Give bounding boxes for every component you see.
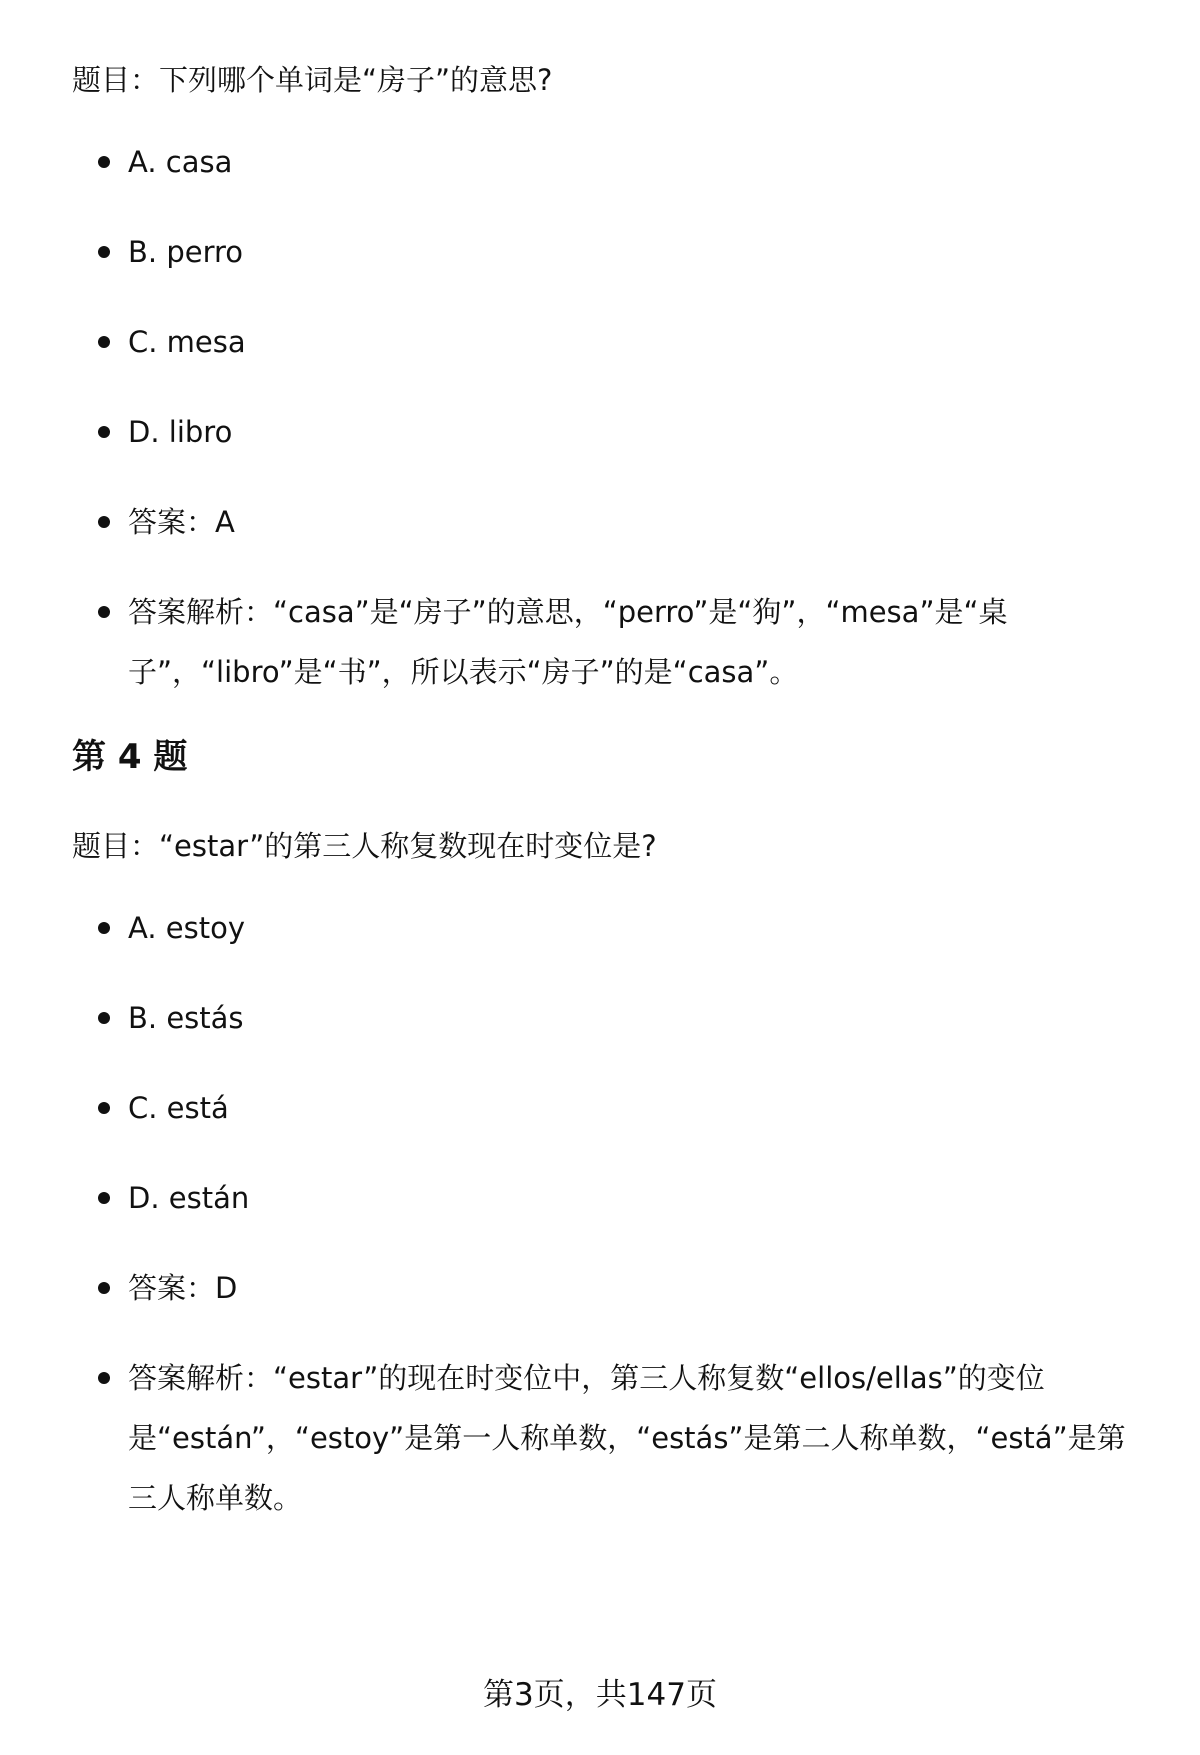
option-item: D. libro: [72, 402, 1152, 462]
question-4-options: [72, 898, 1152, 1528]
option-item: A. casa: [72, 132, 1152, 192]
bullet-icon: [98, 246, 110, 258]
bullet-icon: [98, 606, 110, 618]
bullet-icon: [98, 1192, 110, 1204]
question-4-heading: 第 4 题: [72, 737, 188, 777]
option-item: C. mesa: [72, 312, 1152, 372]
bullet-icon: [98, 516, 110, 528]
question-3-options: [72, 132, 1152, 702]
bullet-icon: [98, 336, 110, 348]
question-3-block: [72, 58, 1152, 702]
bullet-icon: [98, 1012, 110, 1024]
explanation-item: 答案解析：“casa”是“房子”的意思，“perro”是“狗”，“mesa”是“桌子”，“libro”是“书”，所以表示“房子”的是“casa”。: [72, 582, 1152, 702]
bullet-icon: [98, 1282, 110, 1294]
option-item: B. perro: [72, 222, 1152, 282]
bullet-icon: [98, 426, 110, 438]
bullet-icon: [98, 1372, 110, 1384]
question-4-block: [72, 732, 1152, 1528]
explanation-item: 答案解析：“estar”的现在时变位中，第三人称复数“ellos/ellas”的变位是“están”，“estoy”是第一人称单数，“estás”是第二人称单数，“está”是第三人称单数。: [72, 1348, 1152, 1528]
bullet-icon: [98, 922, 110, 934]
page-indicator: 第3页，共147页: [483, 1677, 717, 1713]
bullet-icon: [98, 1102, 110, 1114]
question-3-text: 题目：下列哪个单词是“房子”的意思?: [72, 63, 553, 97]
question-4-text: 题目：“estar”的第三人称复数现在时变位是?: [72, 829, 657, 863]
option-item: C. está: [72, 1078, 1152, 1138]
answer-item: 答案：D: [72, 1258, 1152, 1318]
document-page: [72, 58, 1152, 1558]
option-item: D. están: [72, 1168, 1152, 1228]
option-item: B. estás: [72, 988, 1152, 1048]
option-item: A. estoy: [72, 898, 1152, 958]
answer-item: 答案：A: [72, 492, 1152, 552]
bullet-icon: [98, 156, 110, 168]
